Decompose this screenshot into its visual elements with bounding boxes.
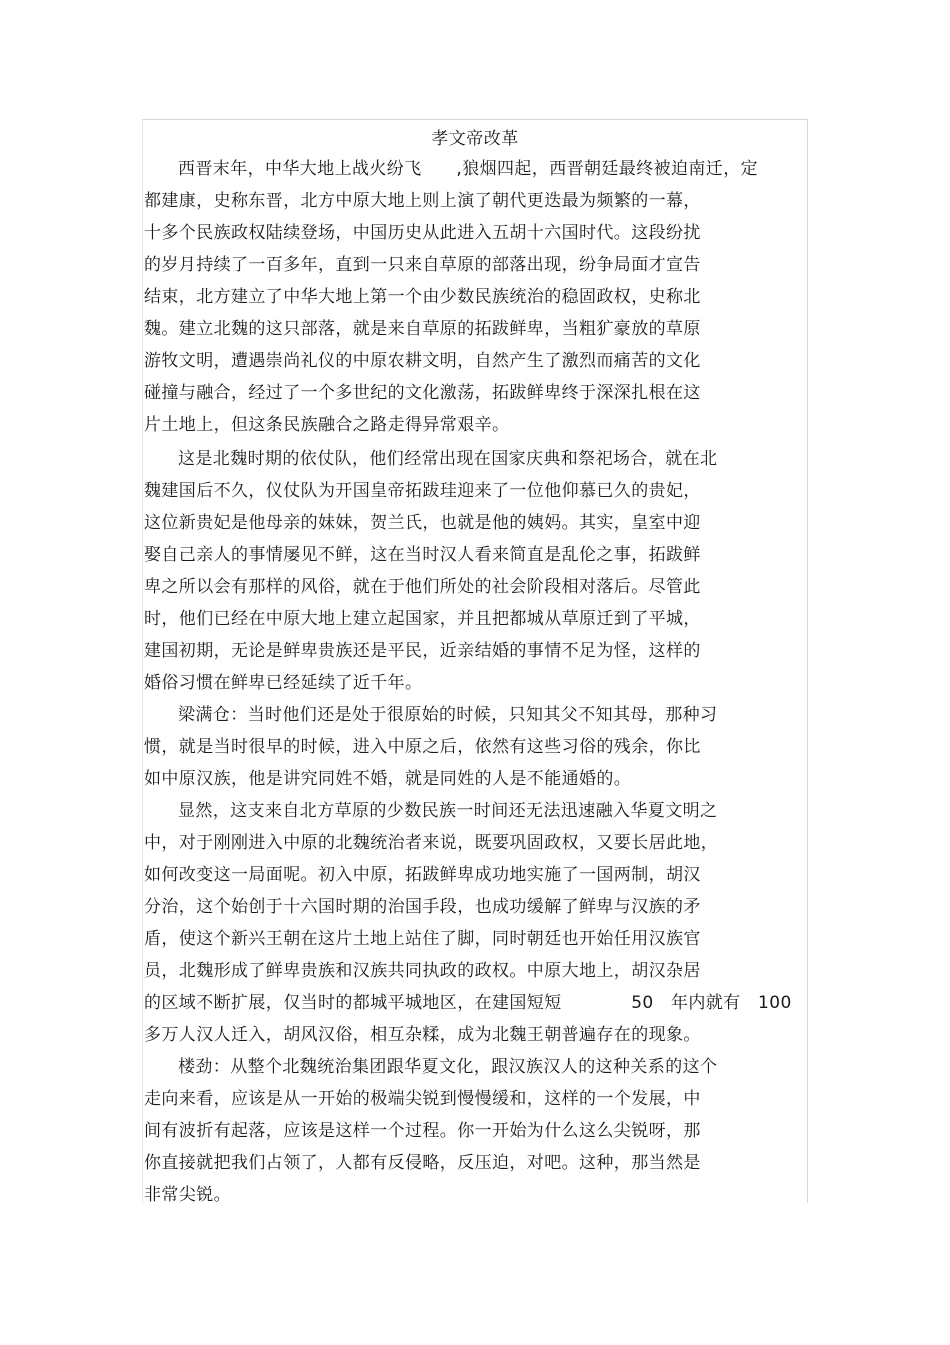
text-line: 碰撞与融合，经过了一个多世纪的文化激荡，拓跋鲜卑终于深深扎根在这 bbox=[144, 383, 701, 403]
text-line: 娶自己亲人的事情屡见不鲜，这在当时汉人看来简直是乱伦之事，拓跋鲜 bbox=[144, 545, 701, 565]
text-line: 游牧文明，遭遇崇尚礼仪的中原农耕文明，自然产生了激烈而痛苦的文化 bbox=[144, 351, 701, 371]
text-line: 惯，就是当时很早的时候，进入中原之后，依然有这些习俗的残余，你比 bbox=[144, 737, 701, 757]
text-line: 楼劲：从整个北魏统治集团跟华夏文化，跟汉族汉人的这种关系的这个 bbox=[178, 1057, 718, 1077]
text-line: 西晋末年，中华大地上战火纷飞 ,狼烟四起，西晋朝廷最终被迫南迁，定 bbox=[178, 159, 759, 179]
text-line: 这是北魏时期的依仗队，他们经常出现在国家庆典和祭祀场合，就在北 bbox=[178, 449, 718, 469]
text-line: 中，对于刚刚进入中原的北魏统治者来说，既要巩固政权，又要长居此地， bbox=[144, 833, 719, 853]
text-line: 结束，北方建立了中华大地上第一个由少数民族统治的稳固政权，史称北 bbox=[144, 287, 701, 307]
text-line: 魏。建立北魏的这只部落，就是来自草原的拓跋鲜卑，当粗犷豪放的草原 bbox=[144, 319, 701, 339]
text-line: 的区域不断扩展，仅当时的都城平城地区，在建国短短 50 年内就有 100 bbox=[144, 993, 792, 1013]
text-line: 的岁月持续了一百多年，直到一只来自草原的部落出现，纷争局面才宣告 bbox=[144, 255, 701, 275]
text-line: 如中原汉族，他是讲究同姓不婚，就是同姓的人是不能通婚的。 bbox=[144, 769, 632, 789]
text-line: 梁满仓：当时他们还是处于很原始的时候，只知其父不知其母，那种习 bbox=[178, 705, 718, 725]
text-line: 走向来看，应该是从一开始的极端尖锐到慢慢缓和，这样的一个发展，中 bbox=[144, 1089, 701, 1109]
text-line: 婚俗习惯在鲜卑已经延续了近千年。 bbox=[144, 673, 423, 693]
text-line: 盾，使这个新兴王朝在这片土地上站住了脚，同时朝廷也开始任用汉族官 bbox=[144, 929, 701, 949]
text-line: 非常尖锐。 bbox=[144, 1185, 231, 1205]
text-line: 十多个民族政权陆续登场，中国历史从此进入五胡十六国时代。这段纷扰 bbox=[144, 223, 701, 243]
text-line: 间有波折有起落，应该是这样一个过程。你一开始为什么这么尖锐呀，那 bbox=[144, 1121, 701, 1141]
text-line: 你直接就把我们占领了，人都有反侵略，反压迫，对吧。这种，那当然是 bbox=[144, 1153, 701, 1173]
document-title: 孝文帝改革 bbox=[431, 129, 519, 149]
text-line: 这位新贵妃是他母亲的妹妹，贺兰氏，也就是他的姨妈。其实，皇室中迎 bbox=[144, 513, 701, 533]
text-line: 分治，这个始创于十六国时期的治国手段，也成功缓解了鲜卑与汉族的矛 bbox=[144, 897, 701, 917]
text-line: 显然，这支来自北方草原的少数民族一时间还无法迅速融入华夏文明之 bbox=[178, 801, 718, 821]
text-line: 都建康，史称东晋，北方中原大地上则上演了朝代更迭最为频繁的一幕， bbox=[144, 191, 701, 211]
text-line: 时，他们已经在中原大地上建立起国家，并且把都城从草原迁到了平城， bbox=[144, 609, 701, 629]
text-line: 建国初期，无论是鲜卑贵族还是平民，近亲结婚的事情不足为怪，这样的 bbox=[144, 641, 701, 661]
text-line: 魏建国后不久，仪仗队为开国皇帝拓跋珪迎来了一位他仰慕已久的贵妃， bbox=[144, 481, 701, 501]
text-line: 卑之所以会有那样的风俗，就在于他们所处的社会阶段相对落后。尽管此 bbox=[144, 577, 701, 597]
text-line: 如何改变这一局面呢。初入中原，拓跋鲜卑成功地实施了一国两制，胡汉 bbox=[144, 865, 701, 885]
text-line: 多万人汉人迁入，胡风汉俗，相互杂糅，成为北魏王朝普遍存在的现象。 bbox=[144, 1025, 701, 1045]
text-line: 片土地上，但这条民族融合之路走得异常艰辛。 bbox=[144, 415, 510, 435]
text-line: 员，北魏形成了鲜卑贵族和汉族共同执政的政权。中原大地上，胡汉杂居 bbox=[144, 961, 701, 981]
